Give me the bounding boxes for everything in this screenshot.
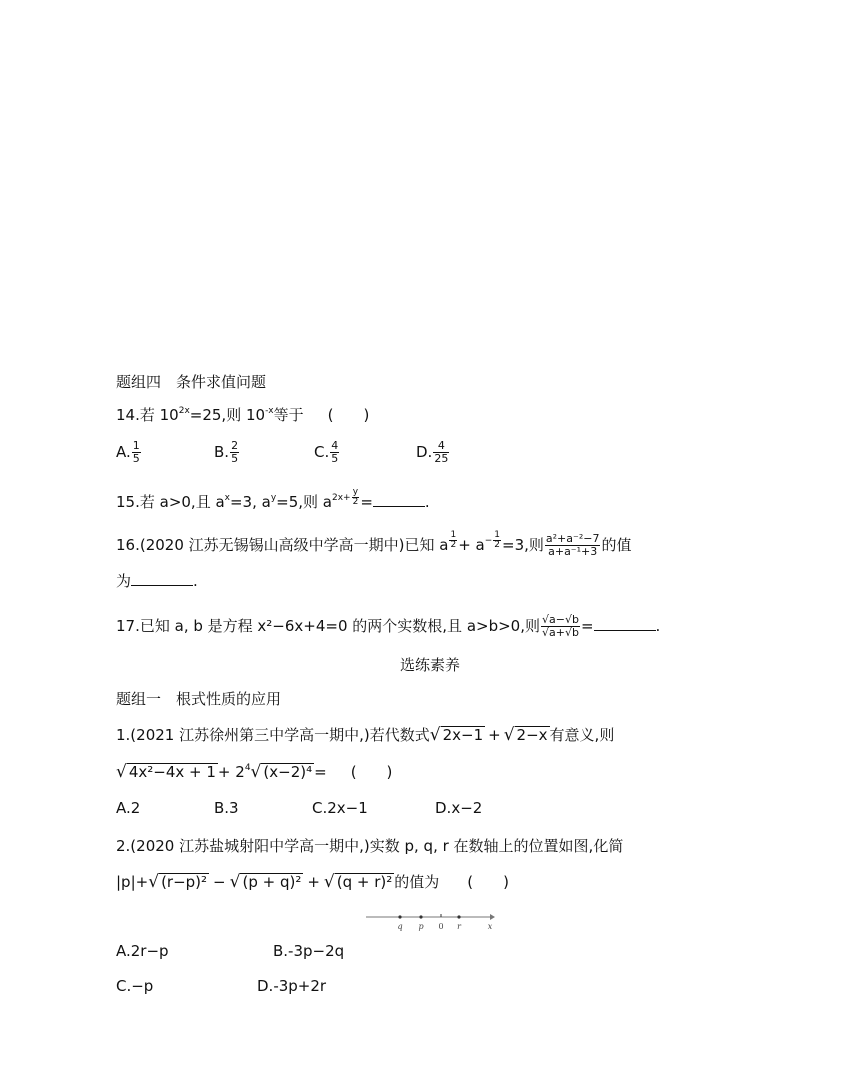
frac-den: √a+√b [541,626,579,639]
sqrt-sign: √ [503,725,515,745]
radicand: (r−p)² [161,873,208,891]
sqrt-sign: √ [323,872,335,892]
point-r [457,915,460,918]
label-p: p [418,922,424,931]
point-q [398,915,401,918]
frac-num: 1 [132,439,140,452]
axis-arrow-icon [490,914,495,920]
q2-option-d: D.-3p+2r [257,977,327,995]
q15-text: 15.若 a>0,且 a [116,493,225,511]
q16-exp1 [448,530,458,550]
q16-exp2 [484,530,502,550]
q1-text3: + 2 [217,763,245,781]
question-14 [116,404,369,426]
q14-pre: 若 10 [139,406,179,424]
answer-blank[interactable] [594,616,656,631]
q1-option-c: C.2x−1 [312,799,368,817]
section-title: 题组一 根式性质的应用 [116,690,282,708]
option-letter: A. [116,443,131,461]
answer-paren: ( ) [467,873,510,891]
frac-num: 2 [231,439,239,452]
answer-blank[interactable] [131,571,193,586]
exp-frac [493,531,501,550]
q14-post: 等于 [273,406,304,424]
q15-text2: =3, a [229,493,271,511]
minus: − [213,873,226,891]
plus: + [488,726,501,744]
q1-text: 1.(2021 江苏徐州第三中学高一期中,)若代数式 [116,726,430,744]
sqrt-sign: √ [148,872,160,892]
question-2-line2 [116,871,509,893]
q14-option-d [416,440,450,465]
q14-option-b [214,440,240,465]
radicand: 2x−1 [442,726,484,744]
question-15 [116,488,430,513]
question-16 [116,531,631,558]
option-fraction [230,440,239,465]
section-title: 题组四 条件求值问题 [116,373,267,391]
q1-text2: 有意义,则 [549,726,615,744]
frac-num: a²+a⁻²−7 [545,532,600,545]
abs-value: |p| [116,873,136,891]
frac-num: √a−√b [541,613,579,626]
frac-den: 2 [352,497,359,507]
frac-den: 5 [331,452,339,465]
question-17 [116,614,660,639]
frac-den: 2 [450,540,457,550]
plus: + [135,873,149,891]
exp-frac [449,531,457,550]
q1-option-b: B.3 [214,799,239,817]
radicand: (q + r)² [336,873,393,891]
frac-den: 5 [132,452,140,465]
plus: + [307,873,320,891]
q14-option-a [116,440,142,465]
q16-text: 16.(2020 江苏无锡锡山高级中学高一期中)已知 a [116,536,449,554]
question-2: 2.(2020 江苏盐城射阳中学高一期中,)实数 p, q, r 在数轴上的位置如图,化简 [116,837,624,855]
q16-text2: =3,则 [502,536,544,554]
root-index: 4 [244,763,251,773]
q1-eq: = [314,763,327,781]
q17-end: . [655,617,661,635]
question-16-line2 [116,570,198,592]
answer-paren: ( ) [350,763,393,781]
q16-text3: 的值 [601,536,632,554]
sqrt-sign: √ [250,762,262,782]
option-fraction [132,440,141,465]
option-letter: C. [314,443,330,461]
frac-num: y [352,487,359,497]
question-1 [116,724,614,746]
answer-paren: ( ) [327,406,370,424]
practice-title: 选练素养 [399,656,460,674]
q16-end: . [193,572,198,590]
radicand: (p + q)² [242,873,302,891]
option-letter: D. [416,443,433,461]
question-1-line2 [116,761,392,783]
option-fraction [330,440,339,465]
frac-num: 4 [331,439,339,452]
frac-num: 1 [494,530,501,540]
frac-den: 5 [231,452,239,465]
q15-exponent [332,487,360,507]
q15-text3: =5,则 a [276,493,332,511]
radicand: (x−2)⁴ [263,763,313,781]
frac-den: 25 [434,452,449,465]
exp-minus: − [484,536,493,546]
q14-exp2: -x [265,406,274,416]
q15-exp-frac [352,488,360,507]
label-r: r [457,922,461,931]
q16-plus: + a [458,536,485,554]
radicand: 2−x [516,726,548,744]
q17-fraction [541,614,580,639]
q15-exp-x: x [224,493,230,503]
answer-blank[interactable] [373,492,425,507]
q15-exp-y: y [270,493,277,503]
point-p [419,915,422,918]
radicand: 4x²−4x + 1 [128,763,216,781]
sqrt-sign: √ [229,872,241,892]
frac-num: 4 [433,440,449,453]
q14-mid: =25,则 10 [189,406,266,424]
q14-exp1: 2x [178,406,190,416]
label-x: x [487,922,493,931]
sqrt-sign: √ [429,725,441,745]
label-q: q [397,922,403,931]
frac-den: 2 [494,540,501,550]
q17-text: 17.已知 a, b 是方程 x²−6x+4=0 的两个实数根,且 a>b>0,则 [116,617,540,635]
q14-option-c [314,440,340,465]
q16-fraction [545,533,601,558]
q17-eq: = [580,617,594,635]
q2-option-b: B.-3p−2q [273,942,345,960]
q16-line2-text: 为 [116,572,132,590]
frac-den: a+a⁻¹+3 [548,545,598,558]
q2-option-c: C.−p [116,977,154,995]
option-fraction [433,440,449,465]
label-zero: 0 [438,922,444,931]
q1-option-a: A.2 [116,799,141,817]
frac-num: 1 [450,530,457,540]
q15-eq: = [360,493,373,511]
q2-option-a: A.2r−p [116,942,169,960]
q1-option-d: D.x−2 [435,799,483,817]
q15-exp-text: 2x+ [332,493,351,503]
q15-end: . [424,493,430,511]
sqrt-sign: √ [116,762,127,782]
q2-text2: 的值为 [394,873,440,891]
number-line-figure [364,910,498,932]
q14-number: 14. [116,406,140,424]
option-letter: B. [214,443,230,461]
